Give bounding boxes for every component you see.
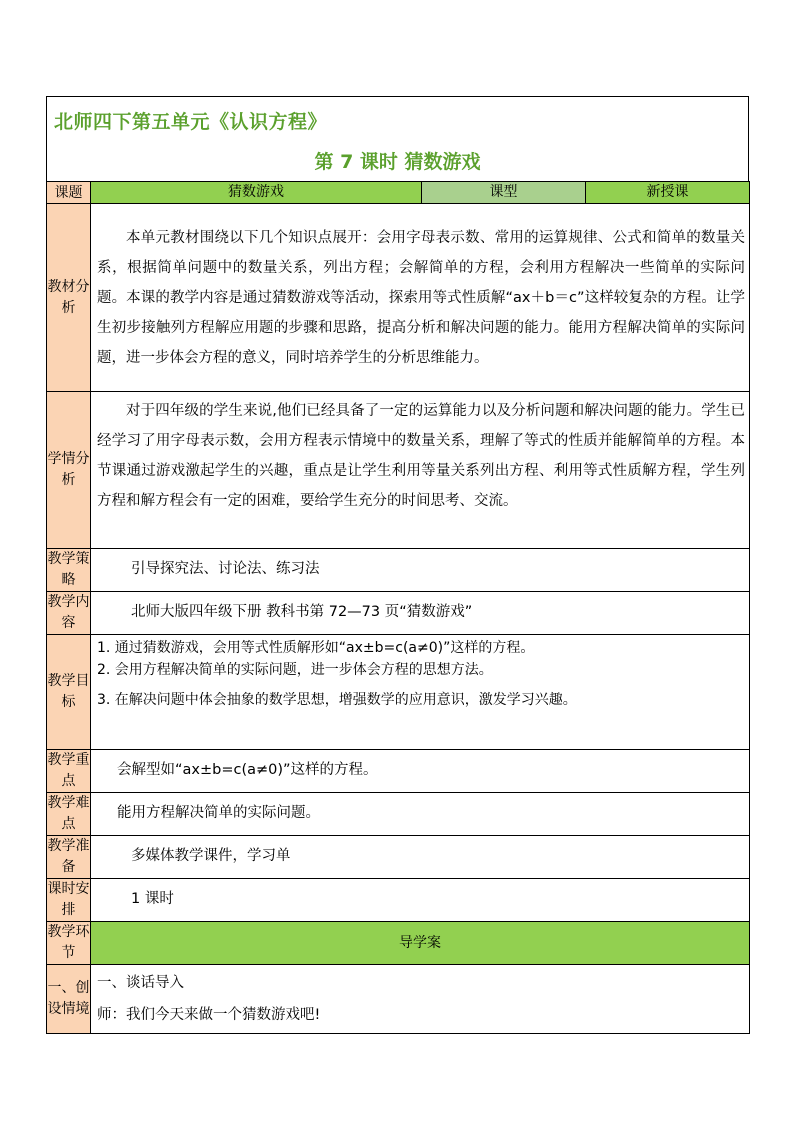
goals-list bbox=[91, 635, 750, 750]
lesson-type-value: 新授课 bbox=[586, 182, 750, 204]
strategy-row bbox=[47, 549, 750, 592]
step1-line: 师：我们今天来做一个猜数游戏吧! bbox=[97, 1007, 321, 1023]
difficulties-row bbox=[47, 793, 750, 836]
lesson-plan-sheet bbox=[46, 96, 749, 1034]
textbook-analysis-label: 教材分析 bbox=[47, 204, 91, 392]
lesson-plan-table bbox=[46, 181, 750, 1034]
strategy-text: 引导探究法、讨论法、练习法 bbox=[91, 549, 750, 592]
stage-heading: 导学案 bbox=[91, 922, 750, 965]
student-analysis-row bbox=[47, 392, 750, 549]
stage-row bbox=[47, 922, 750, 965]
step1-content bbox=[91, 965, 750, 1034]
goal-item: 2. 会用方程解决简单的实际问题，进一步体会方程的思想方法。 bbox=[97, 662, 493, 678]
goal-item: 3. 在解决问题中体会抽象的数学思想，增强数学的应用意识，激发学习兴趣。 bbox=[97, 692, 577, 708]
student-analysis-label: 学情分析 bbox=[47, 392, 91, 549]
step1-label: 一、创设情境 bbox=[47, 965, 91, 1034]
preparation-row bbox=[47, 836, 750, 879]
goal-item: 1. 通过猜数游戏，会用等式性质解形如“ax±b=c(a≠0)”这样的方程。 bbox=[97, 640, 535, 656]
topic-row bbox=[47, 182, 750, 204]
step1-row bbox=[47, 965, 750, 1034]
topic-value: 猜数游戏 bbox=[91, 182, 422, 204]
schedule-label: 课时安排 bbox=[47, 879, 91, 922]
goals-label: 教学目标 bbox=[47, 635, 91, 750]
topic-label: 课题 bbox=[47, 182, 91, 204]
stage-label: 教学环节 bbox=[47, 922, 91, 965]
lesson-title: 第 7 课时 猜数游戏 bbox=[314, 151, 481, 173]
step1-line: 一、谈话导入 bbox=[97, 975, 184, 991]
difficulties-text: 能用方程解决简单的实际问题。 bbox=[91, 793, 750, 836]
unit-title: 北师四下第五单元《认识方程》 bbox=[54, 111, 328, 133]
content-row bbox=[47, 592, 750, 635]
content-label: 教学内容 bbox=[47, 592, 91, 635]
textbook-analysis-text: 本单元教材围绕以下几个知识点展开：会用字母表示数、常用的运算规律、公式和简单的数量关系，根据简单问题中的数量关系，列出方程；会解简单的方程，会利用方程解决一些简单的实际问题。本课的教学内容是通过猜数游戏等活动，探索用等式性质解“ax＋b＝c”这样较复杂的方程。让学生初步接触列方程解应用题的步骤和思路，提高分析和解决问题的能力。能用方程解决简单的实际问题，进一步体会方程的意义，同时培养学生的分析思维能力。 bbox=[91, 204, 750, 392]
schedule-row bbox=[47, 879, 750, 922]
content-text: 北师大版四年级下册 教科书第 72—73 页“猜数游戏” bbox=[91, 592, 750, 635]
difficulties-label: 教学难点 bbox=[47, 793, 91, 836]
schedule-text: 1 课时 bbox=[91, 879, 750, 922]
textbook-analysis-row bbox=[47, 204, 750, 392]
goals-row bbox=[47, 635, 750, 750]
strategy-label: 教学策略 bbox=[47, 549, 91, 592]
preparation-label: 教学准备 bbox=[47, 836, 91, 879]
key-points-row bbox=[47, 750, 750, 793]
student-analysis-text: 对于四年级的学生来说,他们已经具备了一定的运算能力以及分析问题和解决问题的能力。学生已经学习了用字母表示数，会用方程表示情境中的数量关系，理解了等式的性质并能解简单的方程。本节课通过游戏激起学生的兴趣，重点是让学生利用等量关系列出方程、利用等式性质解方程，学生列方程和解方程会有一定的困难，要给学生充分的时间思考、交流。 bbox=[91, 392, 750, 549]
lesson-type-label: 课型 bbox=[422, 182, 586, 204]
key-points-label: 教学重点 bbox=[47, 750, 91, 793]
key-points-text: 会解型如“ax±b=c(a≠0)”这样的方程。 bbox=[91, 750, 750, 793]
preparation-text: 多媒体教学课件，学习单 bbox=[91, 836, 750, 879]
document-header bbox=[46, 96, 749, 181]
